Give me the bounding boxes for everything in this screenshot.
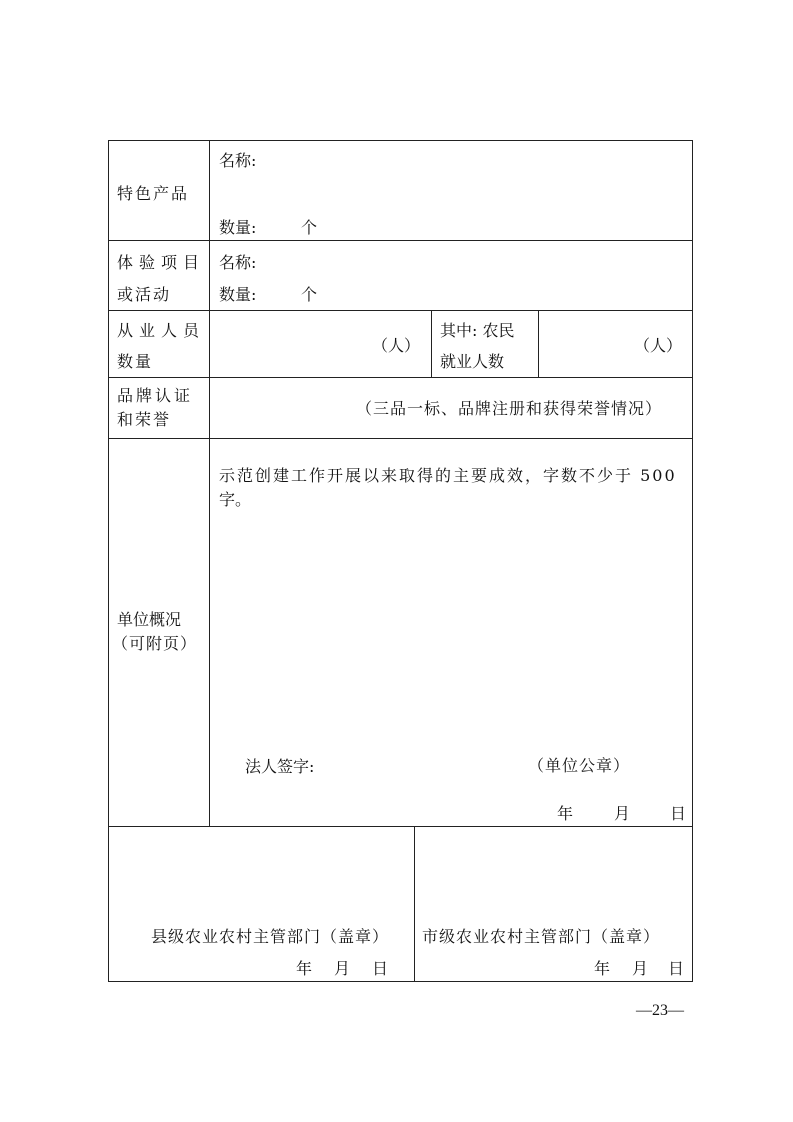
brand-label-line1: 品牌认证 [117,386,194,405]
city-date-year: 年 [594,959,611,978]
employees-label-line1: 从业人员 [117,321,206,340]
seal-label: （单位公章） [528,756,631,775]
overview-label-line1: 单位概况 [117,610,182,629]
experience-count-label: 数量: [219,285,257,304]
row-divider [108,826,693,827]
overview-date-year: 年 [557,804,574,823]
farmer-employees-unit: （人） [634,336,683,355]
county-date-day: 日 [372,959,389,978]
experience-label-line2: 或活动 [117,285,172,304]
experience-count-unit: 个 [301,285,318,304]
featured-products-count-label: 数量: [219,218,257,237]
employee-column-divider [538,310,539,377]
featured-products-name-label: 名称: [219,151,257,170]
approval-column-divider [414,826,415,982]
experience-name-label: 名称: [219,253,257,272]
city-approval-label: 市级农业农村主管部门（盖章） [422,927,661,946]
overview-instruction-line2: 字。 [219,490,252,509]
county-date-year: 年 [296,959,313,978]
farmer-employees-label-line2: 就业人数 [440,352,505,371]
overview-date-month: 月 [614,804,631,823]
row-divider [108,438,693,439]
page-number: —23— [636,1002,684,1019]
city-date-month: 月 [632,959,649,978]
city-date-day: 日 [668,959,685,978]
row-divider [108,240,693,241]
farmer-employees-label-line1: 其中: 农民 [440,321,515,340]
brand-label-line2: 和荣誉 [117,410,172,429]
county-date-month: 月 [334,959,351,978]
featured-products-count-unit: 个 [301,218,318,237]
row-divider [108,310,693,311]
employees-label-line2: 数量 [117,352,154,371]
employees-unit: （人） [372,336,421,355]
overview-instruction-line1: 示范创建工作开展以来取得的主要成效，字数不少于 500 [219,466,677,485]
signature-label: 法人签字: [245,757,315,776]
featured-products-label: 特色产品 [117,184,190,203]
brand-hint: （三品一标、品牌注册和获得荣誉情况） [356,399,663,418]
overview-label-line2: （可附页） [112,634,198,653]
label-column-divider [209,140,210,826]
county-approval-label: 县级农业农村主管部门（盖章） [151,927,390,946]
overview-date-day: 日 [670,804,687,823]
experience-label-line1: 体验项目 [117,253,206,272]
row-divider [108,377,693,378]
employee-column-divider [431,310,432,377]
